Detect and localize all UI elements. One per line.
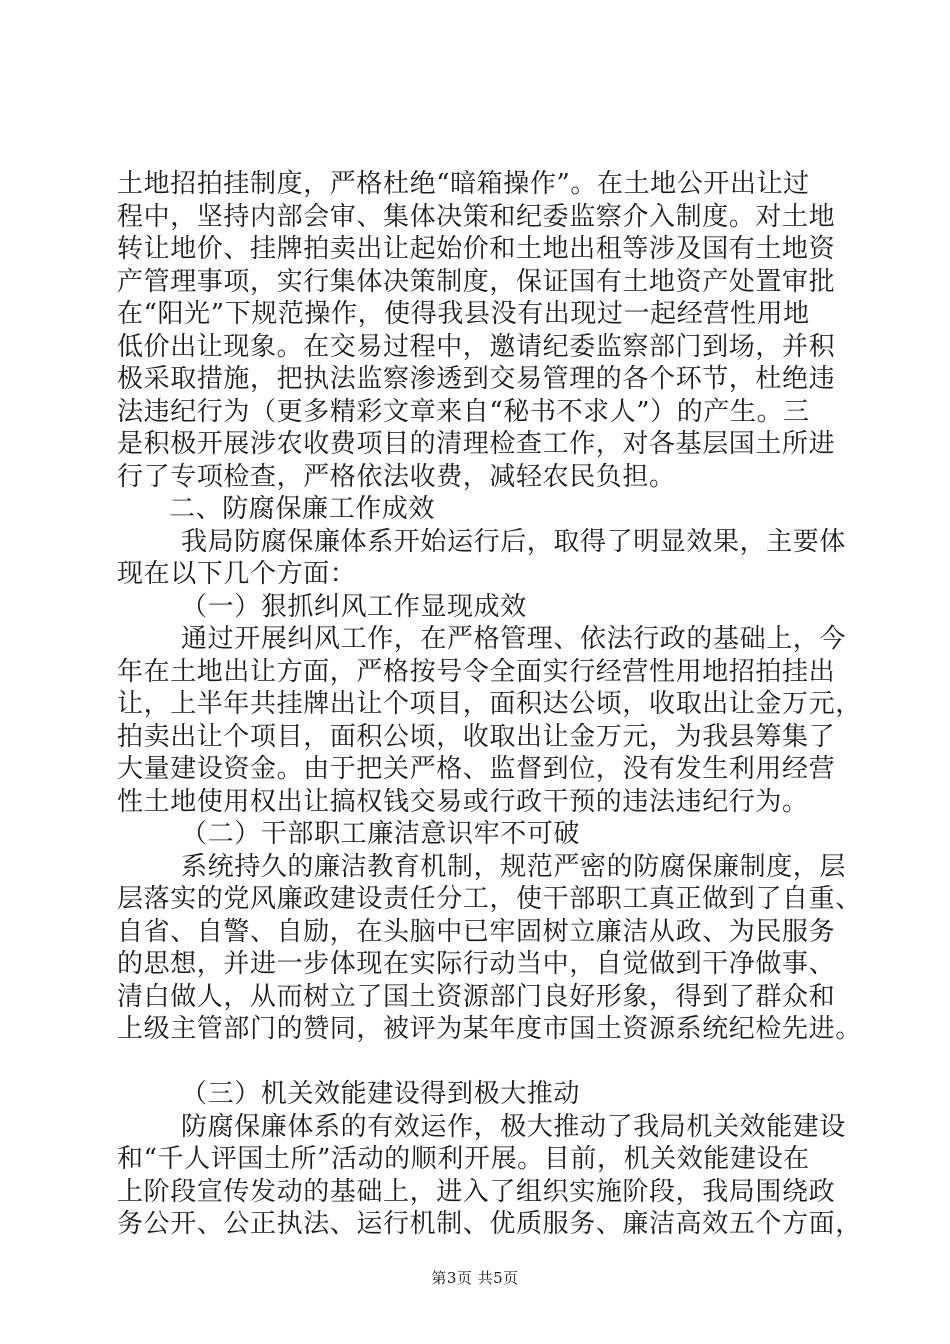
body-line: 层落实的党风廉政建设责任分工，使干部职工真正做到了自重、: [117, 884, 862, 914]
body-line: 大量建设资金。由于把关严格、监督到位，没有发生利用经营: [117, 754, 836, 784]
body-line: 转让地价、挂牌拍卖出让起始价和土地出租等涉及国有土地资: [117, 234, 836, 264]
blank-line: [117, 1046, 852, 1079]
subsection-heading: （二）干部职工廉洁意识牢不可破: [181, 819, 581, 849]
body-line: 的思想，并进一步体现在实际行动当中，自觉做到干净做事、: [117, 949, 836, 979]
body-line: 现在以下几个方面：: [117, 559, 357, 589]
body-line: 务公开、公正执法、运行机制、优质服务、廉洁高效五个方面，: [117, 1209, 862, 1239]
subsection-heading: （一）狠抓纠风工作显现成效: [181, 591, 527, 622]
paragraph-first-line: 防腐保廉体系的有效运作，极大推动了我局机关效能建设: [181, 1111, 847, 1142]
body-line: 上阶段宣传发动的基础上，进入了组织实施阶段，我局围绕政: [117, 1176, 836, 1207]
body-line: 清白做人，从而树立了国土资源部门良好形象，得到了群众和: [117, 981, 836, 1012]
page-footer: [0, 1268, 950, 1288]
paragraph-first-line: 系统持久的廉洁教育机制，规范严密的防腐保廉制度，层: [181, 851, 847, 882]
body-line: 程中，坚持内部会审、集体决策和纪委监察介入制度。对土地: [117, 201, 836, 232]
subsection-heading: （三）机关效能建设得到极大推动: [181, 1079, 581, 1109]
body-line: 产管理事项，实行集体决策制度，保证国有土地资产处置审批: [117, 266, 836, 297]
body-line: 法违纪行为（更多精彩文章来自“秘书不求人”）的产生。三: [117, 396, 810, 427]
page-number-label: 第3页 共5页: [431, 1269, 519, 1287]
body-line: 低价出让现象。在交易过程中，邀请纪委监察部门到场，并积: [117, 331, 836, 362]
body-line: 极采取措施，把执法监察渗透到交易管理的各个环节，杜绝违: [117, 364, 836, 394]
paragraph-first-line: 我局防腐保廉体系开始运行后，取得了明显效果，主要体: [181, 526, 847, 557]
body-line: 性土地使用权出让搞权钱交易或行政干预的违法违纪行为。: [117, 786, 809, 817]
section-heading: 二、防腐保廉工作成效: [169, 494, 436, 524]
body-line: 和“千人评国土所”活动的顺利开展。目前，机关效能建设在: [117, 1144, 810, 1174]
body-line: 年在土地出让方面，严格按号令全面实行经营性用地招拍挂出: [117, 656, 836, 687]
body-line: 在“阳光”下规范操作，使得我县没有出现过一起经营性用地: [117, 299, 810, 329]
body-line: 是积极开展涉农收费项目的清理检查工作，对各基层国土所进: [117, 429, 836, 459]
body-line: 拍卖出让个项目，面积公顷，收取出让金万元，为我县筹集了: [117, 721, 836, 752]
paragraph-first-line: 通过开展纠风工作，在严格管理、依法行政的基础上，今: [181, 624, 847, 654]
document-body: [117, 168, 862, 1241]
body-line: 行了专项检查，严格依法收费，减轻农民负担。: [117, 461, 676, 492]
body-line: 让，上半年共挂牌出让个项目，面积达公顷，收取出让金万元，: [117, 689, 862, 719]
body-line: 土地招拍挂制度，严格杜绝“暗箱操作”。在土地公开出让过: [117, 169, 810, 199]
body-line: 上级主管部门的赞同，被评为某年度市国土资源系统纪检先进。: [117, 1014, 862, 1044]
body-line: 自省、自警、自励，在头脑中已牢固树立廉洁从政、为民服务: [117, 916, 836, 947]
